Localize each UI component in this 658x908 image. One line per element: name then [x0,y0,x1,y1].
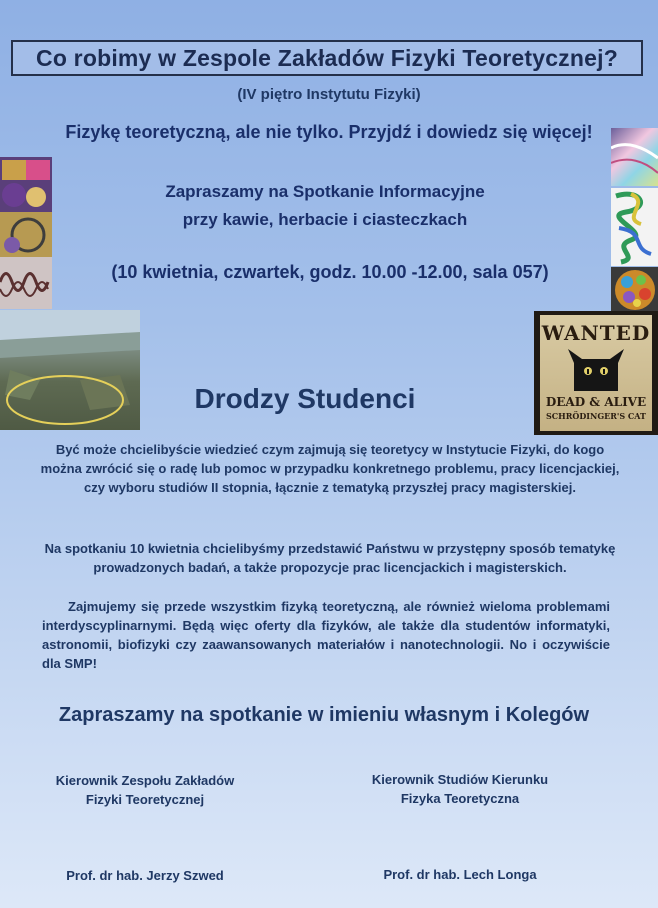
subtitle: (IV piętro Instytutu Fizyki) [237,86,421,103]
signature-left-name: Prof. dr hab. Jerzy Szwed [66,868,224,883]
spectrum-image [611,128,658,186]
protein-structure-image [611,188,658,266]
paragraph-intro: Być może chcielibyście wiedzieć czym zajmują się teoretycy w Instytucie Fizyki, do kogo można zwrócić się o radę lub pomoc w przypadku konkretnego problemu, pracy licencjackiej, czy wyboru studiów II stopnia, łącznie z tematyką przyszłej pracy magisterskiej. [40,442,620,495]
signature-left-role-line2: Fizyki Teoretycznej [85,792,205,807]
signature-left-role-line1: Kierownik Zespołu Zakładów [55,773,235,788]
wanted-dead-alive: DEAD & ALIVE [545,395,647,409]
cat-icon [566,347,626,393]
wanted-schrodinger-cat-poster [534,311,658,435]
invitation-line-2: przy kawie, herbacie i ciasteczkach [182,210,468,229]
signature-right-role-line1: Kierownik Studiów Kierunku [371,772,549,787]
invitation-line-1: Zapraszamy na Spotkanie Informacyjne [165,182,485,201]
signature-right-role [345,770,575,808]
paragraph-meeting: Na spotkaniu 10 kwietnia chcielibyśmy przedstawić Państwu w przystępny sposób tematykę prowadzonych badań, a także propozycje prac licencjackich i magisterskich. [44,541,616,575]
event-details: (10 kwietnia, czwartek, godz. 10.00 -12.00, sala 057) [111,262,549,282]
signature-left-role [30,771,260,809]
tagline: Fizykę teoretyczną, ale nie tylko. Przyjdź i dowiedz się więcej! [65,122,593,142]
signature-right-role-line2: Fizyka Teoretyczna [400,791,520,806]
greeting-heading: Drodzy Studenci [194,383,416,414]
accelerator-aerial-image [0,310,140,430]
closing-invitation: Zapraszamy na spotkanie w imieniu własnym i Kolegów [58,704,590,726]
title-box [11,40,643,76]
molecule-sphere-image [611,267,658,313]
signature-right-name: Prof. dr hab. Lech Longa [383,867,537,882]
wanted-heading: WANTED [541,321,651,345]
paragraph-topics [42,597,610,673]
wanted-cat-name: SCHRÖDINGER'S CAT [546,411,646,421]
physics-collage-image [0,157,52,309]
page-title: Co robimy w Zespole Zakładów Fizyki Teoretycznej? [36,44,618,71]
paragraph-topics-text: Zajmujemy się przede wszystkim fizyką teoretyczną, ale również wieloma problemami interdyscyplinarnymi. Będą więc oferty dla fizyków, ale także dla studentów informatyki, astronomii, biofizyki czy zaawansowanych materiałów i nanotechnologii. No i oczywiście dla SMP! [42,599,610,671]
